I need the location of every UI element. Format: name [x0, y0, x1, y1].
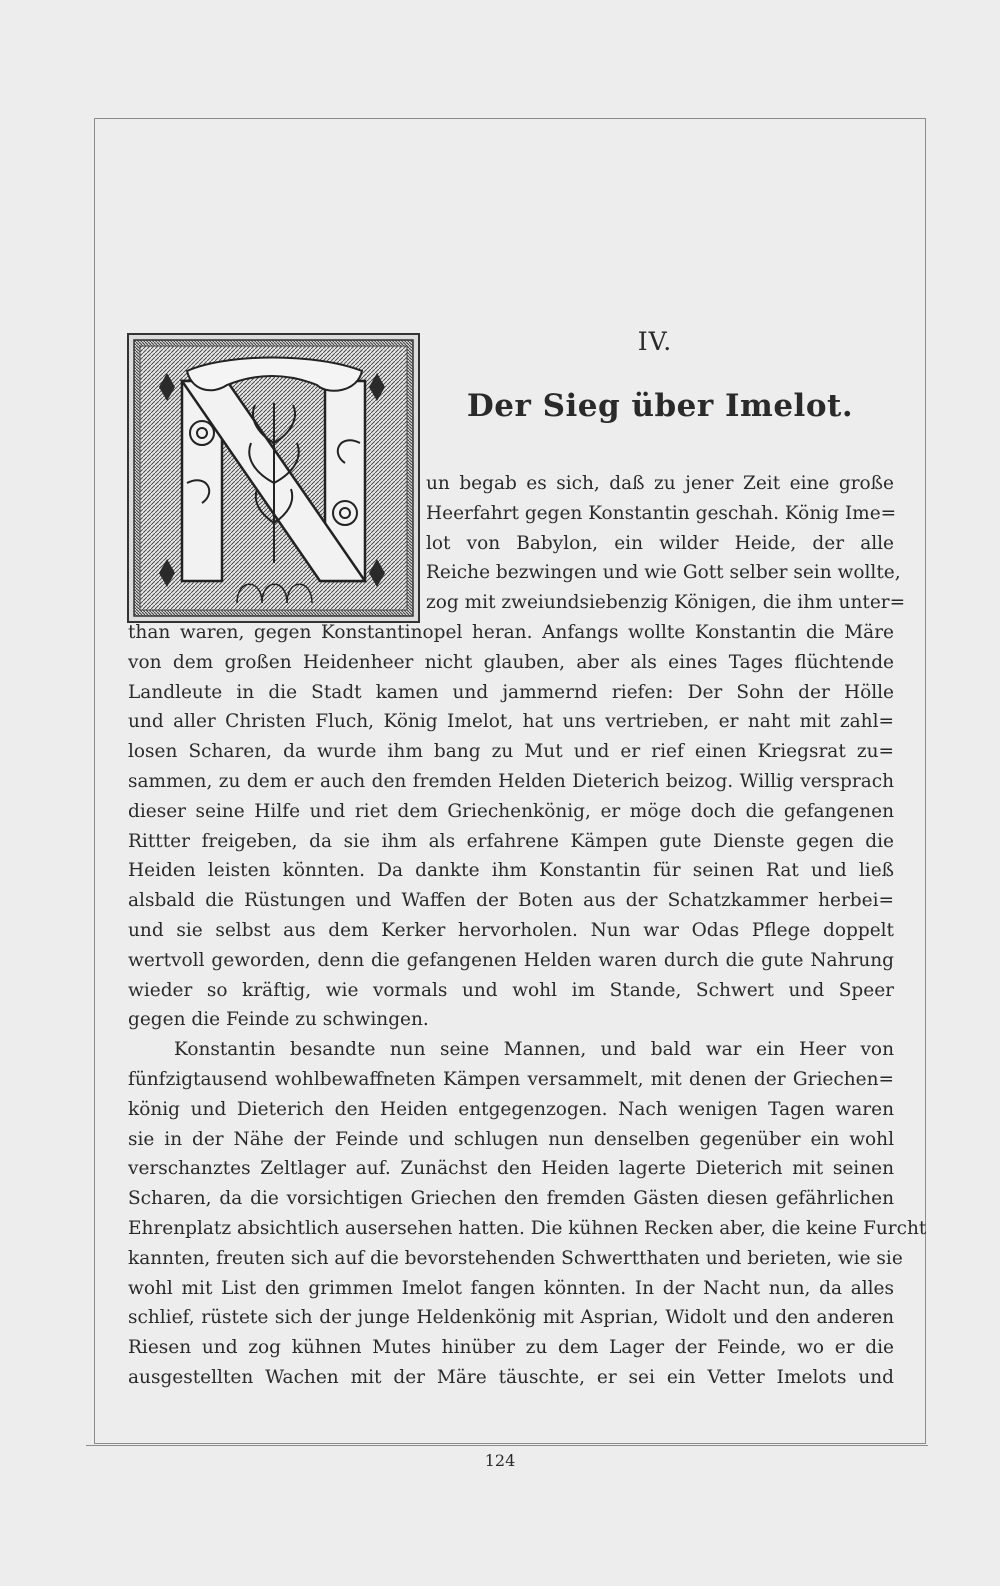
text-line: sammen, zu dem er auch den fremden Helden Dieterich beizog. Willig versprach — [128, 770, 894, 792]
text-line: fünfzigtausend wohlbewaffneten Kämpen versammelt, mit denen der Griechen= — [128, 1068, 894, 1090]
text-line: wertvoll geworden, denn die gefangenen Helden waren durch die gute Nahrung — [128, 949, 894, 971]
text-line: könig und Dieterich den Heiden entgegenzogen. Nach wenigen Tagen waren — [128, 1098, 894, 1120]
text-line: Reiche bezwingen und wie Gott selber sein wollte, — [426, 562, 901, 584]
body-text — [128, 469, 927, 1393]
text-line: Konstantin besandte nun seine Mannen, und bald war ein Heer von — [174, 1039, 894, 1061]
chapter-number: IV. — [637, 327, 673, 356]
text-line: und sie selbst aus dem Kerker hervorholen. Nun war Odas Pflege doppelt — [128, 919, 894, 941]
text-line: ausgestellten Wachen mit der Märe täuschte, er sei ein Vetter Imelots und — [128, 1366, 894, 1388]
text-line: losen Scharen, da wurde ihm bang zu Mut und er rief einen Kriegsrat zu= — [128, 741, 894, 763]
text-line: Scharen, da die vorsichtigen Griechen den fremden Gästen diesen gefährlichen — [128, 1188, 894, 1210]
paragraph — [128, 469, 906, 1035]
text-line: than waren, gegen Konstantinopel heran. Anfangs wollte Konstantin die Märe — [128, 621, 894, 643]
bottom-rule — [86, 1445, 928, 1446]
text-line: kannten, freuten sich auf die bevorstehenden Schwertthaten und berieten, wie sie — [128, 1247, 903, 1269]
page-number: 124 — [484, 1451, 516, 1470]
text-line: Ehrenplatz absichtlich ausersehen hatten. Die kühnen Recken aber, die keine Furcht — [128, 1217, 927, 1239]
text-line: Riesen und zog kühnen Mutes hinüber zu dem Lager der Feinde, wo er die — [128, 1337, 894, 1359]
text-line: von dem großen Heidenheer nicht glauben, aber als eines Tages flüchtende — [128, 651, 894, 673]
text-line: wieder so kräftig, wie vormals und wohl im Stande, Schwert und Speer — [128, 979, 894, 1001]
text-line: alsbald die Rüstungen und Waffen der Boten aus der Schatzkammer herbei= — [128, 890, 894, 912]
text-line: Heiden leisten könnten. Da dankte ihm Konstantin für seinen Rat und ließ — [128, 860, 894, 882]
text-line: gegen die Feinde zu schwingen. — [128, 1009, 429, 1031]
text-line: schlief, rüstete sich der junge Heldenkönig mit Asprian, Widolt und den anderen — [128, 1307, 894, 1329]
text-line: und aller Christen Fluch, König Imelot, hat uns vertrieben, er naht mit zahl= — [128, 711, 894, 733]
text-line: Heerfahrt gegen Konstantin geschah. König Ime= — [426, 502, 897, 524]
text-line: sie in der Nähe der Feinde und schlugen nun denselben gegenüber ein wohl — [128, 1128, 894, 1150]
text-line: verschanztes Zeltlager auf. Zunächst den Heiden lagerte Dieterich mit seinen — [128, 1158, 894, 1180]
text-line: wohl mit List den grimmen Imelot fangen könnten. In der Nacht nun, da alles — [128, 1277, 894, 1299]
text-line: zog mit zweiundsiebenzig Königen, die ihm unter= — [426, 592, 906, 614]
text-line: un begab es sich, daß zu jener Zeit eine große — [426, 473, 894, 494]
text-line: lot von Babylon, ein wilder Heide, der alle — [426, 532, 894, 554]
chapter-title: Der Sieg über Imelot. — [466, 388, 854, 424]
paragraph — [128, 1035, 927, 1393]
text-line: dieser seine Hilfe und riet dem Griechenkönig, er möge doch die gefangenen — [128, 800, 894, 822]
text-line: Landleute in die Stadt kamen und jammernd riefen: Der Sohn der Hölle — [128, 681, 894, 703]
text-line: Rittter freigeben, da sie ihm als erfahrene Kämpen gute Dienste gegen die — [128, 830, 894, 852]
